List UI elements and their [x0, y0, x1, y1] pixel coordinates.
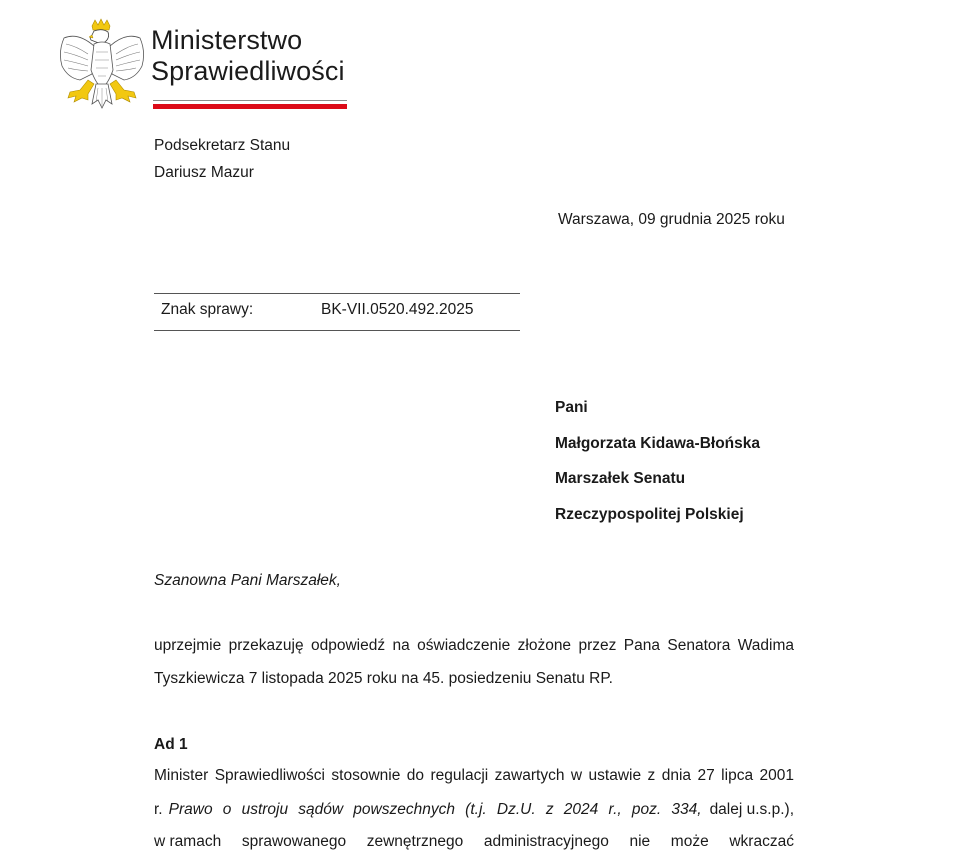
recipient-name: Małgorzata Kidawa-Błońska — [555, 435, 760, 452]
letter-salutation: Szanowna Pani Marszałek, — [154, 572, 341, 589]
section-line-3-word: nie — [629, 833, 651, 850]
logo-red-rule — [153, 104, 347, 109]
intro-line-2: Tyszkiewicza 7 listopada 2025 roku na 45. posiedzeniu Senatu RP. — [154, 670, 613, 687]
section-line-3-word: może — [670, 833, 709, 850]
recipient-office: Marszałek Senatu — [555, 470, 686, 487]
date-line: Warszawa, 09 grudnia 2025 roku — [558, 211, 785, 228]
sender-name: Dariusz Mazur — [154, 164, 254, 181]
section-line-1: Minister Sprawiedliwości stosownie do regulacji zawartych w ustawie z dnia 27 lipca 2001 — [154, 767, 794, 784]
section-line-3-word: zewnętrznego — [366, 833, 464, 850]
section-line-3-word: w ramach — [154, 833, 222, 850]
section-heading: Ad 1 — [154, 736, 188, 753]
polish-eagle-emblem-icon — [58, 18, 146, 110]
logo-gray-rule — [153, 100, 347, 101]
ministry-name — [151, 25, 345, 87]
recipient-country: Rzeczypospolitej Polskiej — [555, 506, 744, 523]
ministry-name-line1: Ministerstwo — [151, 25, 303, 55]
case-number: BK-VII.0520.492.2025 — [321, 301, 474, 318]
section-line-3-word: administracyjnego — [483, 833, 609, 850]
sender-title: Podsekretarz Stanu — [154, 137, 291, 154]
section-line-2 — [154, 800, 794, 820]
section-line-2-end: dalej u.s.p.), — [709, 801, 794, 818]
case-bottom-rule — [154, 330, 520, 331]
section-line-3-word: wkraczać — [729, 833, 794, 850]
intro-line-1: uprzejmie przekazuję odpowiedź na oświadczenie złożone przez Pana Senatora Wadima — [154, 637, 794, 654]
section-line-2-start: r. — [154, 801, 163, 818]
section-line-3-word: sprawowanego — [241, 833, 347, 850]
act-title-citation: Prawo o ustroju sądów powszechnych (t.j. Dz.U. z 2024 r., poz. 334, — [168, 801, 702, 818]
case-top-rule — [154, 293, 520, 294]
ministry-name-line2: Sprawiedliwości — [151, 56, 345, 86]
section-line-3 — [154, 832, 794, 852]
case-label: Znak sprawy: — [161, 301, 254, 318]
recipient-salutation: Pani — [555, 399, 588, 416]
